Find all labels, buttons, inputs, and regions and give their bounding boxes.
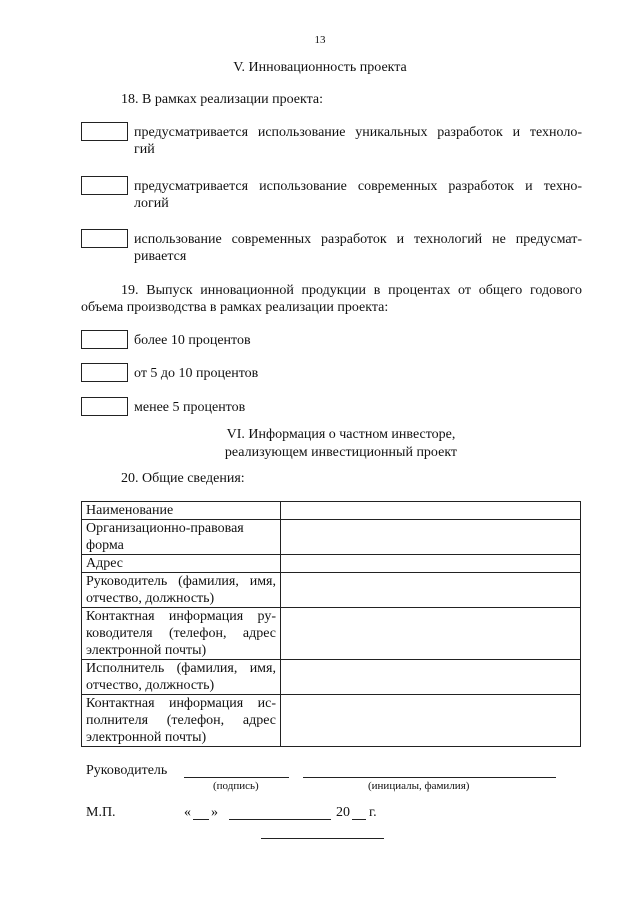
row-value-legal-form[interactable]: [281, 520, 581, 555]
option-19-2-checkbox[interactable]: [81, 363, 128, 382]
row-label-legal-form: Организационно-правовая форма: [82, 520, 281, 555]
row-label-address: Адрес: [82, 555, 281, 573]
row-label-name: Наименование: [82, 502, 281, 520]
row-value-address[interactable]: [281, 555, 581, 573]
date-month-line[interactable]: [229, 819, 331, 820]
page-end-divider: [261, 838, 384, 839]
date-close-quote: »: [211, 805, 218, 820]
section-6-title-line2: реализующем инвестиционный проект: [224, 445, 458, 460]
option-18-2-line1: предусматривается использование современных разработок и техно-: [134, 179, 582, 194]
question-19-line1: 19. Выпуск инновационной продукции в процентах от общего годового: [121, 283, 582, 298]
option-19-2-label: от 5 до 10 процентов: [134, 366, 259, 381]
row-label-head: Руководитель (фамилия, имя, отчество, должность): [82, 573, 281, 608]
section-6-title-line1: VI. Информация о частном инвесторе,: [226, 427, 456, 442]
option-19-3-checkbox[interactable]: [81, 397, 128, 416]
row-label-executor: Исполнитель (фамилия, имя, отчество, должность): [82, 660, 281, 695]
table-row: [82, 520, 581, 555]
option-18-1-line1: предусматривается использование уникальных разработок и техноло-: [134, 125, 582, 140]
date-open-quote: «: [184, 805, 191, 820]
table-row: [82, 555, 581, 573]
row-value-executor[interactable]: [281, 660, 581, 695]
stamp-label: М.П.: [86, 805, 116, 820]
option-18-3-checkbox[interactable]: [81, 229, 128, 248]
name-caption: (инициалы, фамилия): [368, 780, 470, 792]
option-19-3-label: менее 5 процентов: [134, 400, 246, 415]
signature-caption: (подпись): [213, 780, 259, 792]
table-row: [82, 608, 581, 660]
option-19-1-label: более 10 процентов: [134, 333, 251, 348]
table-row: [82, 573, 581, 608]
question-18: 18. В рамках реализации проекта:: [121, 92, 324, 107]
option-18-3-line1: использование современных разработок и технологий не предусмат-: [134, 232, 582, 247]
question-19-line2: объема производства в рамках реализации проекта:: [81, 300, 389, 315]
signature-line[interactable]: [184, 777, 289, 778]
date-year-line[interactable]: [352, 819, 366, 820]
option-19-1-checkbox[interactable]: [81, 330, 128, 349]
option-18-1-checkbox[interactable]: [81, 122, 128, 141]
section-5-title: V. Инновационность проекта: [233, 60, 407, 75]
option-18-3-line2: ривается: [134, 249, 187, 264]
date-year-prefix: 20: [336, 805, 350, 820]
row-value-head-contacts[interactable]: [281, 608, 581, 660]
name-line[interactable]: [303, 777, 556, 778]
option-18-2-line2: логий: [134, 196, 169, 211]
general-info-table: [81, 501, 581, 747]
question-20: 20. Общие сведения:: [121, 471, 245, 486]
row-label-executor-contacts: Контактная информация ис- полнителя (телефон, адрес электронной почты): [82, 695, 281, 747]
table-row: [82, 660, 581, 695]
option-18-1-line2: гий: [134, 142, 155, 157]
row-value-head[interactable]: [281, 573, 581, 608]
table-row: [82, 502, 581, 520]
page-number: 13: [314, 34, 326, 46]
table-row: [82, 695, 581, 747]
row-value-executor-contacts[interactable]: [281, 695, 581, 747]
row-value-name[interactable]: [281, 502, 581, 520]
signature-label: Руководитель: [86, 763, 168, 778]
date-year-suffix: г.: [369, 805, 377, 820]
row-label-head-contacts: Контактная информация ру- ководителя (телефон, адрес электронной почты): [82, 608, 281, 660]
option-18-2-checkbox[interactable]: [81, 176, 128, 195]
date-day-line[interactable]: [193, 819, 209, 820]
